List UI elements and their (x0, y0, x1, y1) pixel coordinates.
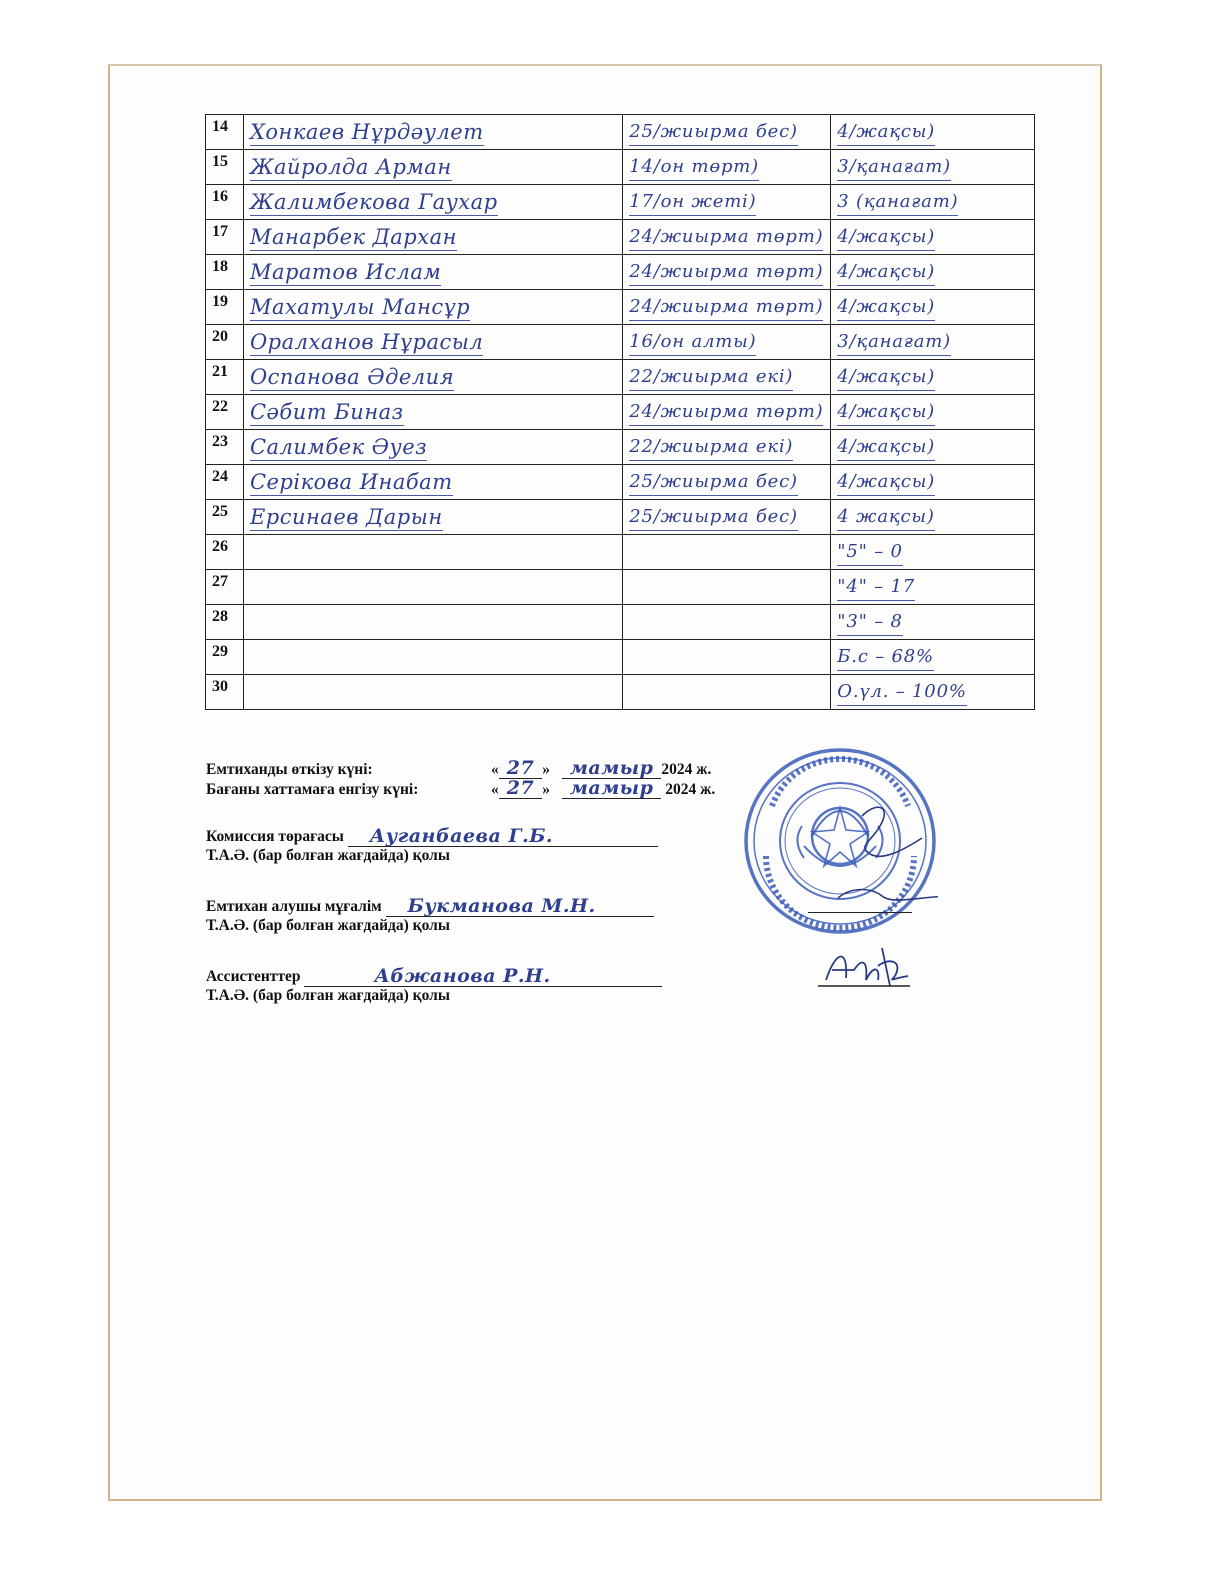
row-number-cell: 30 (206, 675, 244, 710)
student-grade-cell (831, 640, 1035, 675)
student-name-cell (243, 430, 622, 465)
student-grade-cell (831, 115, 1035, 150)
row-number-cell: 25 (206, 500, 244, 535)
student-grade-cell (831, 605, 1035, 640)
student-name-cell (243, 500, 622, 535)
row-number-cell: 21 (206, 360, 244, 395)
table-row (206, 640, 1035, 675)
student-score-cell (623, 465, 831, 500)
student-name-cell (243, 255, 622, 290)
student-grade-cell (831, 150, 1035, 185)
student-name-cell (243, 535, 622, 570)
chair-name: Ауганбаева Г.Б. (369, 825, 554, 847)
quote-close: » (542, 761, 550, 778)
student-score: 14/он төрт) (629, 154, 759, 181)
row-number-cell: 27 (206, 570, 244, 605)
student-grade: 4/жақсы) (837, 434, 935, 461)
exam-year-suffix: ж. (696, 761, 712, 778)
student-grade: 3/қанағат) (837, 154, 951, 181)
assistant-signature-icon (818, 940, 918, 992)
student-name-cell (243, 395, 622, 430)
exam-month: мамыр (562, 758, 662, 779)
chair-line (206, 826, 766, 846)
teacher-label: Емтихан алушы мұғалім (206, 898, 382, 915)
student-score-cell (623, 150, 831, 185)
student-score-cell (623, 220, 831, 255)
student-grade-cell (831, 465, 1035, 500)
student-grade: 4/жақсы) (837, 364, 935, 391)
row-number-cell: 28 (206, 605, 244, 640)
chair-caption: Т.А.Ә. (бар болған жағдайда) қолы (206, 847, 450, 864)
student-name-cell (243, 465, 622, 500)
student-grade-cell (831, 570, 1035, 605)
student-score: 22/жиырма екі) (629, 434, 793, 461)
quote-open-2: « (491, 781, 499, 798)
student-score-cell (623, 640, 831, 675)
table-row (206, 325, 1035, 360)
student-score-cell (623, 535, 831, 570)
table-row (206, 535, 1035, 570)
student-score: 16/он алты) (629, 329, 756, 356)
student-name-cell (243, 325, 622, 360)
teacher-caption: Т.А.Ә. (бар болған жағдайда) қолы (206, 917, 450, 934)
table-row (206, 570, 1035, 605)
table-row (206, 430, 1035, 465)
row-number-cell: 17 (206, 220, 244, 255)
student-name: Оспанова Әделия (249, 364, 455, 389)
entry-year: 2024 (665, 781, 697, 798)
student-score: 25/жиырма бес) (629, 119, 798, 146)
quote-close-2: » (542, 781, 550, 798)
student-grade-cell (831, 325, 1035, 360)
student-name-cell (243, 360, 622, 395)
row-number-cell: 26 (206, 535, 244, 570)
assistant-name: Абжанова Р.Н. (374, 965, 551, 987)
student-name-cell (243, 570, 622, 605)
student-name: Маратов Ислам (249, 259, 442, 284)
student-name: Ерсинаев Дарын (249, 504, 443, 529)
student-score-cell (623, 430, 831, 465)
student-grade: "4" – 17 (837, 574, 915, 601)
entry-day: 27 (499, 778, 542, 799)
row-number-cell: 20 (206, 325, 244, 360)
student-grade: 4/жақсы) (837, 469, 935, 496)
student-score-cell (623, 605, 831, 640)
student-name: Жайролда Арман (249, 154, 452, 179)
student-name-cell (243, 220, 622, 255)
chair-label: Комиссия төрағасы (206, 828, 344, 845)
student-name: Махатулы Мансұр (249, 294, 471, 319)
student-grade: 4/жақсы) (837, 224, 935, 251)
exam-day: 27 (499, 758, 542, 779)
student-score-cell (623, 395, 831, 430)
teacher-line (206, 896, 766, 916)
official-seal-icon (742, 746, 938, 936)
teacher-name: Букманова М.Н. (407, 895, 596, 917)
assistants-caption: Т.А.Ә. (бар болған жағдайда) қолы (206, 987, 450, 1004)
row-number-cell: 29 (206, 640, 244, 675)
student-name-cell (243, 675, 622, 710)
student-name: Салимбек Әуез (249, 434, 428, 459)
student-grade: "5" – 0 (837, 539, 903, 566)
student-grade-cell (831, 395, 1035, 430)
entry-year-suffix: ж. (700, 781, 716, 798)
table-row (206, 185, 1035, 220)
student-score: 24/жиырма төрт) (629, 259, 823, 286)
student-name-cell (243, 290, 622, 325)
student-score: 25/жиырма бес) (629, 504, 798, 531)
table-row (206, 255, 1035, 290)
grades-table (205, 114, 1035, 710)
exam-year: 2024 (661, 761, 693, 778)
table-row (206, 150, 1035, 185)
student-name: Оралханов Нұрасыл (249, 329, 484, 354)
student-grade-cell (831, 220, 1035, 255)
student-score-cell (623, 290, 831, 325)
student-name-cell (243, 150, 622, 185)
table-row (206, 395, 1035, 430)
entry-month: мамыр (562, 778, 662, 799)
assistants-label: Ассистенттер (206, 968, 301, 985)
row-number-cell: 19 (206, 290, 244, 325)
exam-date-line (206, 758, 766, 778)
student-name: Хонкаев Нұрдәулет (249, 119, 484, 144)
student-grade: 3/қанағат) (837, 329, 951, 356)
student-score-cell (623, 115, 831, 150)
student-grade: 4 жақсы) (837, 504, 934, 531)
table-row (206, 500, 1035, 535)
table-row (206, 220, 1035, 255)
student-grade-cell (831, 675, 1035, 710)
assistants-line (206, 966, 766, 986)
entry-date-label: Бағаны хаттамаға енгізу күні: (206, 781, 419, 798)
student-grade: "3" – 8 (837, 609, 903, 636)
student-grade-cell (831, 430, 1035, 465)
student-name-cell (243, 640, 622, 675)
student-grade-cell (831, 255, 1035, 290)
student-score-cell (623, 325, 831, 360)
row-number-cell: 14 (206, 115, 244, 150)
student-grade: О.үл. – 100% (837, 679, 966, 706)
student-grade-cell (831, 535, 1035, 570)
table-row (206, 290, 1035, 325)
student-grade: Б.с – 68% (837, 644, 934, 671)
student-grade: 4/жақсы) (837, 119, 935, 146)
row-number-cell: 15 (206, 150, 244, 185)
entry-date-line (206, 778, 766, 798)
teacher-signature-field (386, 896, 654, 917)
student-grade-cell (831, 185, 1035, 220)
student-score-cell (623, 570, 831, 605)
student-name: Жалимбекова Гаухар (249, 189, 498, 214)
student-name: Серікова Инабат (249, 469, 453, 494)
student-name-cell (243, 115, 622, 150)
student-score: 24/жиырма төрт) (629, 224, 823, 251)
student-score-cell (623, 500, 831, 535)
student-grade-cell (831, 290, 1035, 325)
student-name: Сәбит Биназ (249, 399, 404, 424)
student-grade-cell (831, 500, 1035, 535)
student-score: 25/жиырма бес) (629, 469, 798, 496)
student-score-cell (623, 185, 831, 220)
student-score: 24/жиырма төрт) (629, 294, 823, 321)
table-row (206, 360, 1035, 395)
signatures-section (206, 758, 766, 1006)
student-name-cell (243, 605, 622, 640)
row-number-cell: 18 (206, 255, 244, 290)
student-grade: 3 (қанағат) (837, 189, 958, 216)
grades-table-body (206, 115, 1035, 710)
student-score-cell (623, 360, 831, 395)
student-score-cell (623, 675, 831, 710)
student-score: 22/жиырма екі) (629, 364, 793, 391)
student-grade: 4/жақсы) (837, 399, 935, 426)
table-row (206, 115, 1035, 150)
row-number-cell: 16 (206, 185, 244, 220)
seal-signature-underline (808, 912, 912, 913)
row-number-cell: 23 (206, 430, 244, 465)
table-row (206, 675, 1035, 710)
table-row (206, 605, 1035, 640)
table-row (206, 465, 1035, 500)
student-grade-cell (831, 360, 1035, 395)
student-score: 24/жиырма төрт) (629, 399, 823, 426)
student-name-cell (243, 185, 622, 220)
quote-open: « (491, 761, 499, 778)
student-score-cell (623, 255, 831, 290)
student-score: 17/он жеті) (629, 189, 756, 216)
chair-signature-field (348, 826, 658, 847)
row-number-cell: 24 (206, 465, 244, 500)
student-grade: 4/жақсы) (837, 294, 935, 321)
exam-date-label: Емтиханды өткізу күні: (206, 761, 373, 778)
student-grade: 4/жақсы) (837, 259, 935, 286)
student-name: Манарбек Дархан (249, 224, 457, 249)
assistants-signature-field (304, 966, 662, 987)
row-number-cell: 22 (206, 395, 244, 430)
